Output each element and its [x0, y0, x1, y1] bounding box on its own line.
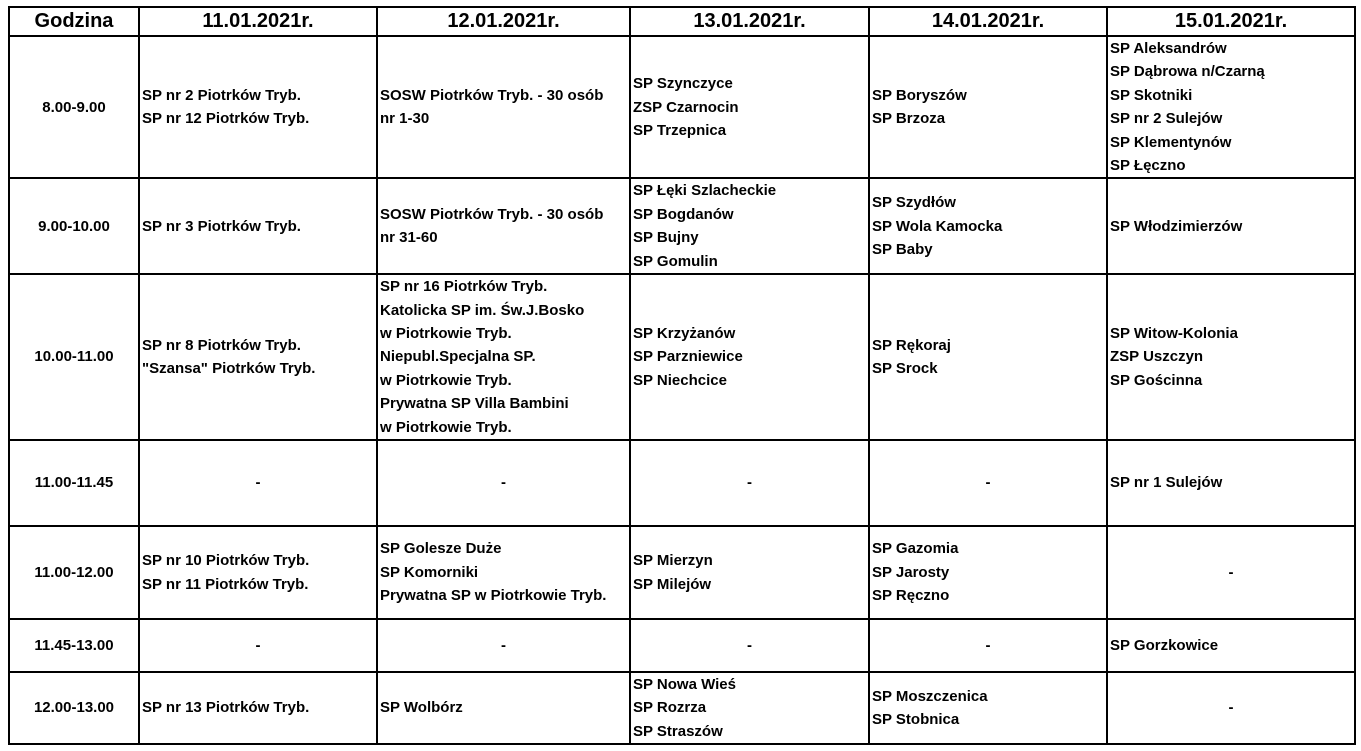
empty-slot-cell [869, 440, 1107, 526]
school-name: ZSP Uszczyn [1110, 348, 1204, 366]
empty-slot-cell [377, 440, 630, 526]
school-name: SP Gościnna [1110, 371, 1203, 389]
school-cell [139, 672, 377, 744]
school-cell [377, 526, 630, 619]
school-name: SP Witow-Kolonia [1110, 324, 1238, 342]
school-cell [869, 178, 1107, 274]
school-name: SP Szydłów [872, 194, 956, 212]
hour-column-header: Godzina [9, 7, 139, 36]
school-name: SP Rękoraj [872, 336, 951, 354]
date-column-header: 14.01.2021r. [869, 7, 1107, 36]
school-name: SP nr 12 Piotrków Tryb. [142, 110, 310, 128]
school-name: SP Krzyżanów [633, 324, 736, 342]
school-name: SP Brzoza [872, 110, 946, 128]
school-name: SP nr 3 Piotrków Tryb. [142, 217, 301, 235]
school-name: SP Klementynów [1110, 133, 1232, 151]
school-name: SP nr 11 Piotrków Tryb. [142, 575, 309, 593]
school-name: SP Jarosty [872, 563, 950, 581]
school-name: SOSW Piotrków Tryb. - 30 osób [380, 205, 604, 223]
dash-marker: - [747, 636, 752, 654]
school-name: SP Mierzyn [633, 552, 713, 570]
school-name: SP Parzniewice [633, 348, 743, 366]
dash-marker: - [1228, 563, 1234, 581]
school-cell [139, 178, 377, 274]
school-cell [869, 672, 1107, 744]
empty-slot-cell [139, 440, 377, 526]
empty-slot-cell [630, 440, 869, 526]
school-name: Katolicka SP im. Św.J.Bosko [380, 301, 585, 319]
school-cell [1107, 274, 1355, 440]
schedule-body [9, 36, 1355, 744]
empty-slot-cell [1107, 672, 1355, 744]
hour-cell: 11.00-11.45 [9, 440, 139, 526]
school-name: SP Łęki Szlacheckie [633, 182, 777, 200]
school-name: SP Łęczno [1110, 157, 1186, 175]
dash-marker: - [501, 636, 506, 654]
school-name: SP Srock [872, 360, 938, 378]
school-name: SP Ręczno [872, 587, 950, 605]
school-name: w Piotrkowie Tryb. [380, 418, 512, 436]
school-name: SP nr 2 Piotrków Tryb. [142, 86, 301, 104]
school-cell [1107, 36, 1355, 178]
hour-cell: 8.00-9.00 [9, 36, 139, 178]
school-name: SP Moszczenica [872, 687, 988, 705]
school-name: SP nr 1 Sulejów [1110, 474, 1223, 492]
school-name: SP Straszów [633, 722, 723, 740]
dash-marker: - [747, 474, 752, 492]
school-name: SP Włodzimierzów [1110, 217, 1243, 235]
hour-cell: 12.00-13.00 [9, 672, 139, 744]
school-name: nr 1-30 [380, 110, 430, 128]
date-column-header: 13.01.2021r. [630, 7, 869, 36]
empty-slot-cell [377, 619, 630, 672]
schedule-table [8, 6, 1356, 745]
school-name: Prywatna SP w Piotrkowie Tryb. [380, 587, 607, 605]
school-cell [139, 526, 377, 619]
school-name: SP Baby [872, 240, 933, 258]
school-cell [630, 274, 869, 440]
school-name: SP Gazomia [872, 540, 959, 558]
schedule-row [9, 526, 1355, 619]
school-name: SP nr 10 Piotrków Tryb. [142, 552, 310, 570]
school-cell [139, 274, 377, 440]
school-name: Niepubl.Specjalna SP. [380, 348, 536, 366]
school-cell [630, 178, 869, 274]
school-name: SOSW Piotrków Tryb. - 30 osób [380, 86, 604, 104]
date-column-header: 15.01.2021r. [1107, 7, 1355, 36]
school-name: Prywatna SP Villa Bambini [380, 395, 569, 413]
school-name: SP Wola Kamocka [872, 217, 1003, 235]
dash-marker: - [985, 474, 991, 492]
school-name: w Piotrkowie Tryb. [380, 324, 512, 342]
empty-slot-cell [1107, 526, 1355, 619]
school-name: SP Bogdanów [633, 205, 734, 223]
school-name: SP Golesze Duże [380, 540, 502, 558]
schedule-row [9, 178, 1355, 274]
school-name: SP Trzepnica [633, 121, 727, 139]
school-name: SP Wolbórz [380, 699, 463, 717]
empty-slot-cell [630, 619, 869, 672]
schedule-row [9, 440, 1355, 526]
school-name: SP Rozrza [633, 699, 707, 717]
school-name: SP Boryszów [872, 86, 967, 104]
schedule-row [9, 36, 1355, 178]
empty-slot-cell [869, 619, 1107, 672]
school-name: SP Niechcice [633, 371, 727, 389]
school-cell [869, 36, 1107, 178]
school-cell [377, 36, 630, 178]
school-cell [139, 36, 377, 178]
dash-marker: - [255, 636, 261, 654]
school-name: w Piotrkowie Tryb. [380, 371, 512, 389]
dash-marker: - [501, 474, 506, 492]
school-cell [1107, 619, 1355, 672]
school-name: SP nr 8 Piotrków Tryb. [142, 336, 301, 354]
school-cell [630, 36, 869, 178]
hour-cell: 11.45-13.00 [9, 619, 139, 672]
school-cell [377, 274, 630, 440]
school-name: SP nr 16 Piotrków Tryb. [380, 278, 548, 296]
header-row [9, 7, 1355, 36]
school-name: SP Stobnica [872, 711, 960, 729]
school-name: SP Szynczyce [633, 75, 733, 93]
school-cell [1107, 440, 1355, 526]
schedule-row [9, 619, 1355, 672]
school-name: SP Skotniki [1110, 86, 1193, 104]
school-name: SP Gomulin [633, 252, 718, 270]
school-name: SP Aleksandrów [1110, 40, 1227, 57]
dash-marker: - [1228, 699, 1234, 717]
school-name: SP Dąbrowa n/Czarną [1110, 63, 1265, 81]
school-name: SP Milejów [633, 575, 712, 593]
schedule-row [9, 274, 1355, 440]
school-name: "Szansa" Piotrków Tryb. [142, 360, 316, 378]
school-cell [630, 672, 869, 744]
school-name: SP nr 2 Sulejów [1110, 110, 1223, 128]
school-cell [869, 274, 1107, 440]
schedule-row [9, 672, 1355, 744]
school-name: SP nr 13 Piotrków Tryb. [142, 699, 310, 717]
school-name: SP Nowa Wieś [633, 676, 736, 694]
school-cell [1107, 178, 1355, 274]
school-name: SP Bujny [633, 229, 699, 247]
dash-marker: - [985, 636, 991, 654]
hour-cell: 11.00-12.00 [9, 526, 139, 619]
school-cell [869, 526, 1107, 619]
hour-cell: 9.00-10.00 [9, 178, 139, 274]
school-name: SP Komorniki [380, 563, 479, 581]
date-column-header: 11.01.2021r. [139, 7, 377, 36]
school-cell [377, 178, 630, 274]
hour-cell: 10.00-11.00 [9, 274, 139, 440]
empty-slot-cell [139, 619, 377, 672]
school-cell [377, 672, 630, 744]
school-cell [630, 526, 869, 619]
school-name: ZSP Czarnocin [633, 98, 739, 116]
date-column-header: 12.01.2021r. [377, 7, 630, 36]
school-name: SP Gorzkowice [1110, 636, 1219, 654]
school-name: nr 31-60 [380, 229, 438, 247]
dash-marker: - [255, 474, 261, 492]
